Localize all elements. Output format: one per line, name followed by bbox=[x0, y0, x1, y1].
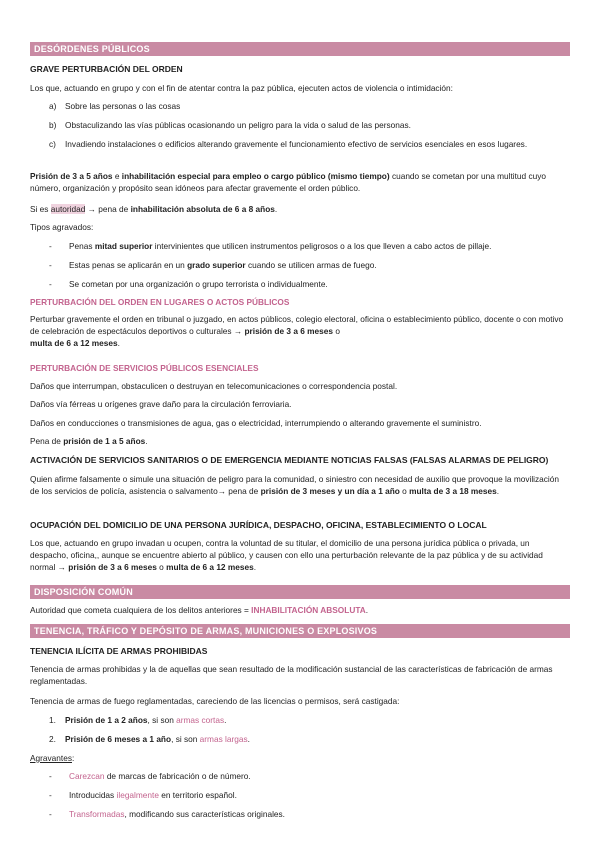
list-text bbox=[69, 770, 569, 782]
list-text: Obstaculizando las vías públicas ocasionando un peligro para la vida o salud de las personas. bbox=[65, 120, 411, 130]
agravantes-colon: : bbox=[71, 753, 75, 763]
disposicion-text: Autoridad que cometa cualquiera de los delitos anteriores = bbox=[30, 605, 252, 615]
tenencia-paragraph-2: Tenencia de armas de fuego reglamentadas, careciendo de las licencias o permisos, será castigada: bbox=[30, 696, 400, 706]
penalty-bold-1: Prisión de 3 a 5 años bbox=[30, 171, 113, 181]
penalty-text-2: cuando se cometan por una multitud cuyo número, organización y propósito sean idóneos para afectar gravemente el orden público. bbox=[30, 171, 546, 194]
servicios-line: Daños que interrumpan, obstaculicen o destruyan en telecomunicaciones o correspondencia postal. bbox=[30, 381, 398, 391]
tipos-pre: Penas bbox=[69, 241, 95, 251]
armas-mid: , si son bbox=[171, 734, 200, 744]
alarmas-bold-1: prisión de 3 meses y un día a 1 año bbox=[260, 486, 400, 497]
servicios-pena bbox=[30, 435, 570, 447]
list-marker: c) bbox=[49, 139, 56, 149]
list-marker: - bbox=[49, 809, 52, 819]
list-text: Invadiendo instalaciones o edificios alterando gravemente el funcionamiento efectivo de servicios esenciales en esos lugares. bbox=[65, 139, 528, 149]
disposicion-end: . bbox=[365, 605, 369, 615]
perturbacion-mid: o bbox=[333, 326, 340, 337]
agravante-accent: ilegalmente bbox=[116, 790, 159, 800]
agravante-pre: Introducidas bbox=[69, 790, 117, 800]
agravantes-label bbox=[30, 752, 570, 764]
penalty-paragraph bbox=[30, 170, 570, 194]
section-band-armas: TENENCIA, TRÁFICO Y DEPÓSITO DE ARMAS, MUNICIONES O EXPLOSIVOS bbox=[30, 624, 570, 638]
tenencia-paragraph-1: Tenencia de armas prohibidas y la de aquellas que sean resultado de la modificación sustancial de las características de fabricación de armas reglamentadas. bbox=[30, 664, 553, 687]
agravantes-underlined: Agravantes bbox=[30, 753, 72, 763]
agravante-post: , modificando sus características originales. bbox=[124, 809, 285, 819]
heading-tenencia-ilicita: TENENCIA ILÍCITA DE ARMAS PROHIBIDAS bbox=[30, 646, 208, 656]
list-text bbox=[69, 278, 569, 290]
tipos-post: intervinientes que utilicen instrumentos peligrosos o a los que lleven a cabo actos de pillaje. bbox=[152, 241, 492, 251]
list-item bbox=[49, 259, 569, 271]
list-item bbox=[49, 278, 569, 290]
list-text bbox=[69, 789, 569, 801]
pena-pre: Pena de bbox=[30, 436, 64, 446]
disposicion-paragraph bbox=[30, 604, 570, 616]
perturbacion-end: . bbox=[117, 338, 120, 349]
list-item bbox=[49, 808, 569, 820]
servicios-line: Daños vía férreas u orígenes grave daño para la circulación ferroviaria. bbox=[30, 399, 292, 409]
penalty-bold-2: inhabilitación especial para empleo o cargo público (mismo tiempo) bbox=[121, 171, 390, 181]
armas-accent: armas largas bbox=[199, 734, 248, 744]
pena-bold: prisión de 1 a 5 años bbox=[63, 436, 146, 446]
armas-end: . bbox=[247, 734, 250, 744]
list-text bbox=[69, 808, 569, 820]
ocupacion-bold-1: prisión de 3 a 6 meses bbox=[68, 562, 157, 573]
tipos-pre: Se cometan por una organización o grupo terrorista o individualmente. bbox=[69, 279, 328, 289]
list-item bbox=[49, 789, 569, 801]
list-marker: - bbox=[49, 279, 52, 289]
perturbacion-bold-2: multa de 6 a 12 meses bbox=[30, 338, 118, 349]
autoridad-mid: → pena de bbox=[85, 204, 131, 214]
subheading-perturbacion-lugares: PERTURBACIÓN DEL ORDEN EN LUGARES O ACTOS PÚBLICOS bbox=[30, 297, 290, 307]
agravante-post: en territorio español. bbox=[158, 790, 237, 800]
autoridad-highlight: autoridad bbox=[50, 204, 86, 214]
list-marker: - bbox=[49, 790, 52, 800]
armas-bold: Prisión de 1 a 2 años bbox=[65, 715, 148, 725]
disposicion-accent: INHABILITACIÓN ABSOLUTA bbox=[251, 605, 366, 615]
heading-grave-perturbacion: GRAVE PERTURBACIÓN DEL ORDEN bbox=[30, 64, 183, 74]
list-marker: b) bbox=[49, 120, 57, 130]
list-item bbox=[49, 100, 569, 112]
list-text bbox=[65, 714, 569, 726]
tipos-bold: grado superior bbox=[187, 260, 246, 270]
list-text bbox=[69, 240, 569, 252]
tipos-bold: mitad superior bbox=[94, 241, 153, 251]
falsas-alarmas-paragraph bbox=[30, 473, 570, 497]
list-item bbox=[49, 119, 569, 131]
ocupacion-paragraph bbox=[30, 537, 570, 573]
heading-falsas-alarmas: ACTIVACIÓN DE SERVICIOS SANITARIOS O DE EMERGENCIA MEDIANTE NOTICIAS FALSAS (FALSAS ALARMAS DE PELIGRO) bbox=[30, 455, 549, 465]
ocupacion-text: Los que, actuando en grupo invadan u ocupen, contra la voluntad de su titular, el domicilio de una persona jurídica pública o privada, un despacho, oficina,, aunque se encuentre abierto al público, y causen con ello una perturbación relevante de la paz pública y de su actividad normal → bbox=[30, 538, 543, 573]
agravante-accent: Carezcan bbox=[69, 771, 105, 781]
autoridad-pre: Si es bbox=[30, 204, 51, 214]
penalty-text-1: e bbox=[112, 171, 122, 181]
autoridad-paragraph bbox=[30, 203, 570, 215]
tipos-pre: Estas penas se aplicarán en un bbox=[69, 260, 188, 270]
subheading-servicios-esenciales: PERTURBACIÓN DE SERVICIOS PÚBLICOS ESENCIALES bbox=[30, 363, 259, 373]
ocupacion-mid: o bbox=[156, 562, 167, 573]
section-band-disposicion: DISPOSICIÓN COMÚN bbox=[30, 585, 570, 599]
list-marker: - bbox=[49, 771, 52, 781]
alarmas-mid: o bbox=[399, 486, 410, 497]
autoridad-end: . bbox=[274, 204, 278, 214]
tipos-label: Tipos agravados: bbox=[30, 222, 94, 232]
armas-bold: Prisión de 6 meses a 1 año bbox=[65, 734, 172, 744]
agravante-post: de marcas de fabricación o de número. bbox=[104, 771, 251, 781]
tipos-post: cuando se utilicen armas de fuego. bbox=[245, 260, 377, 270]
alarmas-text: Quien afirme falsamente o simule una situación de peligro para la comunidad, o siniestro con necesidad de auxilio que provoque la movilización de los servicios de policía, asistencia o salvamento→ pena de bbox=[30, 474, 560, 497]
list-item bbox=[49, 240, 569, 252]
list-marker: - bbox=[49, 241, 52, 251]
armas-accent: armas cortas bbox=[176, 715, 225, 725]
list-item bbox=[49, 770, 569, 782]
perturbacion-text: Perturbar gravemente el orden en tribunal o juzgado, en actos públicos, colegio electoral, oficina o establecimiento público, docente o con motivo de celebración de espectáculos deportivos o culturales → bbox=[30, 314, 564, 337]
heading-ocupacion-domicilio: OCUPACIÓN DEL DOMICILIO DE UNA PERSONA JURÍDICA, DESPACHO, OFICINA, ESTABLECIMIENTO O LOCAL bbox=[30, 520, 487, 530]
ocupacion-end: . bbox=[253, 562, 257, 573]
ocupacion-bold-2: multa de 6 a 12 meses bbox=[166, 562, 254, 573]
list-item bbox=[49, 733, 569, 745]
list-marker: a) bbox=[49, 101, 57, 111]
intro-paragraph: Los que, actuando en grupo y con el fin de atentar contra la paz pública, ejecuten actos de violencia o intimidación: bbox=[30, 83, 453, 93]
agravante-accent: Transformadas bbox=[69, 809, 125, 819]
armas-end: . bbox=[224, 715, 227, 725]
section-band-desordenes: DESÓRDENES PÚBLICOS bbox=[30, 42, 570, 56]
list-text bbox=[69, 259, 569, 271]
alarmas-bold-2: multa de 3 a 18 meses bbox=[409, 486, 497, 497]
pena-end: . bbox=[145, 436, 148, 446]
list-item bbox=[49, 714, 569, 726]
list-text bbox=[65, 733, 569, 745]
alarmas-end: . bbox=[496, 486, 500, 497]
list-item bbox=[49, 138, 569, 150]
perturbacion-bold-1: prisión de 3 a 6 meses bbox=[244, 326, 334, 337]
list-marker: 1. bbox=[49, 715, 56, 725]
list-text: Sobre las personas o las cosas bbox=[65, 101, 181, 111]
list-marker: 2. bbox=[49, 734, 56, 744]
autoridad-bold: inhabilitación absoluta de 6 a 8 años bbox=[130, 204, 275, 214]
armas-mid: , si son bbox=[147, 715, 177, 725]
perturbacion-lugares-paragraph bbox=[30, 313, 570, 349]
servicios-line: Daños en conducciones o transmisiones de agua, gas o electricidad, interrumpiendo o alterando gravemente el suministro. bbox=[30, 418, 482, 428]
list-marker: - bbox=[49, 260, 52, 270]
